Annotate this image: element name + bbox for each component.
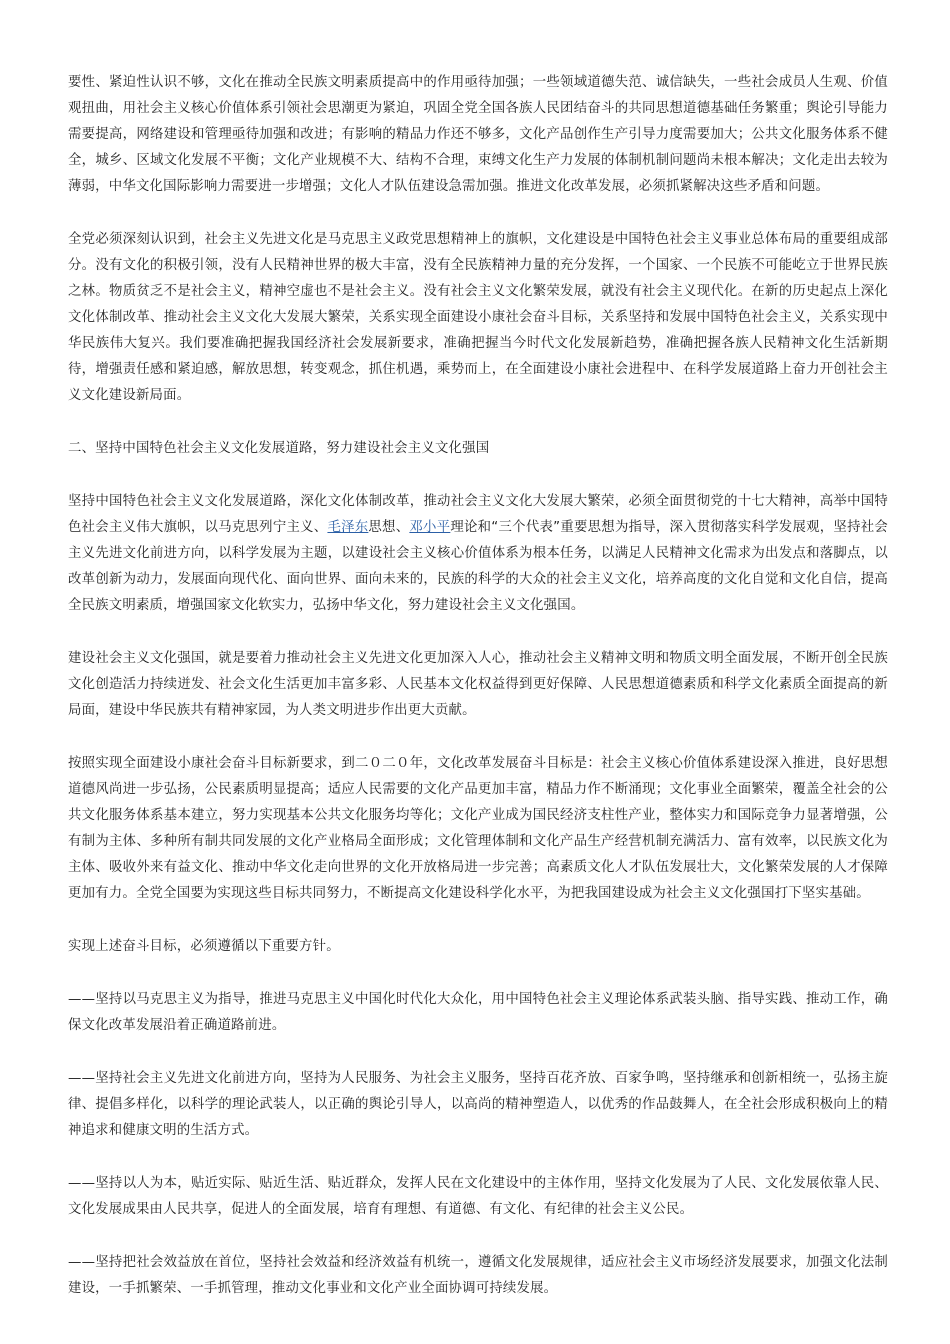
principle-people-oriented: ——坚持以人为本，贴近实际、贴近生活、贴近群众，发挥人民在文化建设中的主体作用，坚持文化发展为了人民、文化发展依靠人民、文化发展成果由人民共享，促进人的全面发展，培育有理想、有道德、有文化、有纪律的社会主义公民。 <box>68 1176 888 1217</box>
link-deng-xiaoping[interactable]: 邓小平 <box>409 520 451 535</box>
paragraph-guiding-thought <box>68 489 888 619</box>
principle-advanced-culture: ——坚持社会主义先进文化前进方向，坚持为人民服务、为社会主义服务，坚持百花齐放、百家争鸣，坚持继承和创新相统一，弘扬主旋律、提倡多样化，以科学的理论武装人，以正确的舆论引导人，以高尚的精神塑造人，以优秀的作品鼓舞人，在全社会形成积极向上的精神追求和健康文明的生活方式。 <box>68 1071 888 1138</box>
principle-marxism: ——坚持以马克思主义为指导，推进马克思主义中国化时代化大众化，用中国特色社会主义理论体系武装头脑、指导实践、推动工作，确保文化改革发展沿着正确道路前进。 <box>68 992 888 1033</box>
paragraph-2020-goals: 按照实现全面建设小康社会奋斗目标新要求，到二０二０年，文化改革发展奋斗目标是：社会主义核心价值体系建设深入推进，良好思想道德风尚进一步弘扬，公民素质明显提高；适应人民需要的文化产品更加丰富，精品力作不断涌现；文化事业全面繁荣，覆盖全社会的公共文化服务体系基本建立，努力实现基本公共文化服务均等化；文化产业成为国民经济支柱性产业，整体实力和国际竞争力显著增强，公有制为主体、多种所有制共同发展的文化产业格局全面形成；文化管理体制和文化产品生产经营机制充满活力、富有效率，以民族文化为主体、吸收外来有益文化、推动中华文化走向世界的文化开放格局进一步完善；高素质文化人才队伍发展壮大，文化繁荣发展的人才保障更加有力。全党全国要为实现这些目标共同努力，不断提高文化建设科学化水平，为把我国建设成为社会主义文化强国打下坚实基础。 <box>68 756 888 901</box>
document-body <box>68 70 888 1302</box>
paragraph-cultural-power: 建设社会主义文化强国，就是要着力推动社会主义先进文化更加深入人心，推动社会主义精神文明和物质文明全面发展，不断开创全民族文化创造活力持续迸发、社会文化生活更加丰富多彩、人民基本文化权益得到更好保障、人民思想道德素质和科学文化素质全面提高的新局面，建设中华民族共有精神家园，为人类文明进步作出更大贡献。 <box>68 651 888 718</box>
link-mao-zedong[interactable]: 毛泽东 <box>327 520 369 535</box>
paragraph-problems: 要性、紧迫性认识不够，文化在推动全民族文明素质提高中的作用亟待加强；一些领域道德失范、诚信缺失，一些社会成员人生观、价值观扭曲，用社会主义核心价值体系引领社会思潮更为紧迫，巩固全党全国各族人民团结奋斗的共同思想道德基础任务繁重；舆论引导能力需要提高，网络建设和管理亟待加强和改进；有影响的精品力作还不够多，文化产品创作生产引导力度需要加大；公共文化服务体系不健全，城乡、区域文化发展不平衡；文化产业规模不大、结构不合理，束缚文化生产力发展的体制机制问题尚未根本解决；文化走出去较为薄弱，中华文化国际影响力需要进一步增强；文化人才队伍建设急需加强。推进文化改革发展，必须抓紧解决这些矛盾和问题。 <box>68 75 888 194</box>
paragraph-text-segment: 思想、 <box>368 520 410 535</box>
section-heading-2: 二、坚持中国特色社会主义文化发展道路，努力建设社会主义文化强国 <box>68 441 490 456</box>
paragraph-text-segment: 理论和“三个代表”重要思想为指导，深入贯彻落实科学发展观，坚持社会主义先进文化前进方向，以科学发展为主题，以建设社会主义核心价值体系为根本任务，以满足人民精神文化需求为出发点和落脚点，以改革创新为动力，发展面向现代化、面向世界、面向未来的，民族的科学的大众的社会主义文化，培养高度的文化自觉和文化自信，提高全民族文明素质，增强国家文化软实力，弘扬中华文化，努力建设社会主义文化强国。 <box>68 520 888 613</box>
paragraph-text-segment: 坚持中国特色社会主义文化发展道路，深化文化体制改革，推动社会主义文化大发展大繁荣，必须全面贯彻党的十七大精神，高举中国特色社会主义伟大旗帜，以马克思列宁主义、 <box>68 494 888 535</box>
paragraph-principles-intro: 实现上述奋斗目标，必须遵循以下重要方针。 <box>68 939 340 954</box>
paragraph-importance: 全党必须深刻认识到，社会主义先进文化是马克思主义政党思想精神上的旗帜，文化建设是中国特色社会主义事业总体布局的重要组成部分。没有文化的积极引领，没有人民精神世界的极大丰富，没有全民族精神力量的充分发挥，一个国家、一个民族不可能屹立于世界民族之林。物质贫乏不是社会主义，精神空虚也不是社会主义。没有社会主义文化繁荣发展，就没有社会主义现代化。在新的历史起点上深化文化体制改革、推动社会主义文化大发展大繁荣，关系实现全面建设小康社会奋斗目标，关系坚持和发展中国特色社会主义，关系实现中华民族伟大复兴。我们要准确把握我国经济社会发展新要求，准确把握当今时代文化发展新趋势，准确把握各族人民精神文化生活新期待，增强责任感和紧迫感，解放思想，转变观念，抓住机遇，乘势而上，在全面建设小康社会进程中、在科学发展道路上奋力开创社会主义文化建设新局面。 <box>68 232 888 403</box>
principle-social-benefit: ——坚持把社会效益放在首位，坚持社会效益和经济效益有机统一，遵循文化发展规律，适应社会主义市场经济发展要求，加强文化法制建设，一手抓繁荣、一手抓管理，推动文化事业和文化产业全面协调可持续发展。 <box>68 1255 888 1296</box>
